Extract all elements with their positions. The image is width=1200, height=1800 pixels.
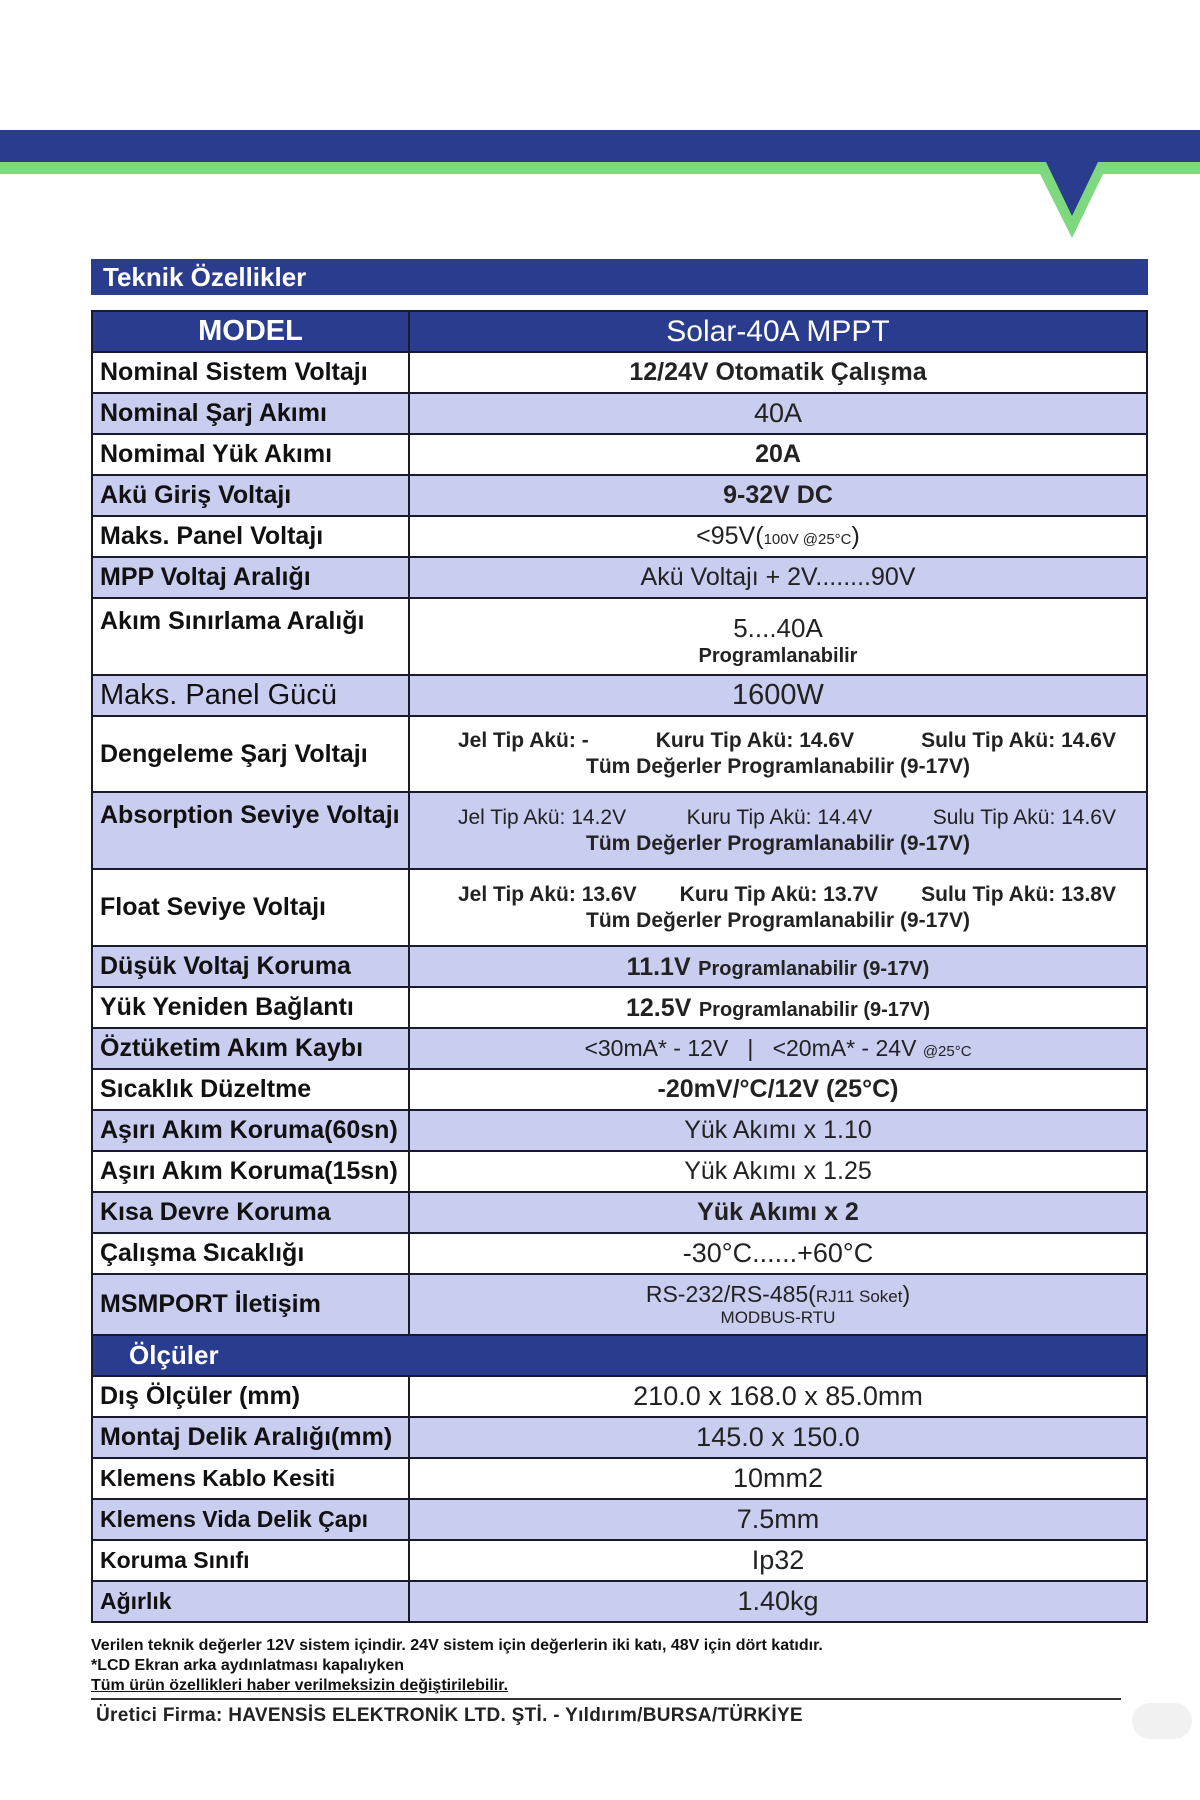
value-main: <95V( <box>696 522 764 550</box>
row-label: Kısa Devre Koruma <box>92 1192 409 1233</box>
row-label: Absorption Seviye Voltajı <box>92 792 409 869</box>
row-value: Ip32 <box>409 1540 1147 1581</box>
value-main: 12.5V <box>625 994 692 1022</box>
table-row <box>92 675 1147 716</box>
row-value: 40A <box>409 393 1147 434</box>
row-label: Aşırı Akım Koruma(60sn) <box>92 1110 409 1151</box>
table-row <box>92 1335 1147 1376</box>
row-label: MPP Voltaj Aralığı <box>92 557 409 598</box>
row-value <box>409 716 1147 792</box>
table-row <box>92 792 1147 869</box>
table-row <box>92 869 1147 946</box>
value-main: <30mA* - 12V | <20mA* - 24V <box>584 1035 917 1061</box>
footnotes <box>91 1636 1121 1696</box>
programmable-note: Tüm Değerler Programlanabilir (9-17V) <box>586 755 970 778</box>
row-value: Yük Akımı x 1.25 <box>409 1151 1147 1192</box>
value-note: RJ11 Soket <box>815 1287 903 1306</box>
battery-type-values <box>410 806 1146 830</box>
page-indicator <box>1132 1703 1192 1739</box>
header-banner <box>0 0 1200 260</box>
section-title-technical: Teknik Özellikler <box>91 259 1148 295</box>
table-row <box>92 475 1147 516</box>
table-row <box>92 598 1147 675</box>
row-value <box>409 1274 1147 1335</box>
table-row <box>92 1581 1147 1622</box>
table-row <box>92 1110 1147 1151</box>
table-row <box>92 1540 1147 1581</box>
row-value: 1600W <box>409 675 1147 716</box>
value-sub: MODBUS-RTU <box>720 1308 836 1327</box>
row-label: Yük Yeniden Bağlantı <box>92 987 409 1028</box>
row-value: 12/24V Otomatik Çalışma <box>409 352 1147 393</box>
row-label: Dış Ölçüler (mm) <box>92 1376 409 1417</box>
dry-value: Kuru Tip Akü: 13.7V <box>679 882 879 906</box>
programmable-note: Tüm Değerler Programlanabilir (9-17V) <box>586 908 970 932</box>
footnote-lcd: *LCD Ekran arka aydınlatması kapalıyken <box>91 1657 405 1674</box>
manufacturer-text: Üretici Firma: HAVENSİS ELEKTRONİK LTD. ŞTİ. - Yıldırım/BURSA/TÜRKİYE <box>96 1705 803 1726</box>
table-row <box>92 987 1147 1028</box>
table-row <box>92 393 1147 434</box>
table-row <box>92 1376 1147 1417</box>
table-row <box>92 1233 1147 1274</box>
row-value: -30°C......+60°C <box>409 1233 1147 1274</box>
value-sub: Programlanabilir <box>698 645 858 667</box>
table-row <box>92 311 1147 352</box>
row-value: 210.0 x 168.0 x 85.0mm <box>409 1376 1147 1417</box>
row-value <box>409 792 1147 869</box>
model-value: Solar-40A MPPT <box>409 311 1147 352</box>
row-label: Float Seviye Voltajı <box>92 869 409 946</box>
table-row <box>92 1417 1147 1458</box>
value-main: 5....40A <box>733 613 823 643</box>
table-row <box>92 516 1147 557</box>
table-row <box>92 1069 1147 1110</box>
value-note: Programlanabilir (9-17V) <box>698 958 930 980</box>
row-label: Aşırı Akım Koruma(15sn) <box>92 1151 409 1192</box>
table-row <box>92 434 1147 475</box>
programmable-note: Tüm Değerler Programlanabilir (9-17V) <box>586 831 970 855</box>
spec-table <box>91 310 1148 1623</box>
row-value <box>409 869 1147 946</box>
row-value <box>409 598 1147 675</box>
row-label: Öztüketim Akım Kaybı <box>92 1028 409 1069</box>
table-row <box>92 1192 1147 1233</box>
value-main: 11.1V <box>626 953 691 981</box>
value-note: Programlanabilir (9-17V) <box>698 999 931 1021</box>
row-value: 20A <box>409 434 1147 475</box>
row-label: Klemens Kablo Kesiti <box>92 1458 409 1499</box>
row-label: Ağırlık <box>92 1581 409 1622</box>
value-note: 100V @25°C <box>763 531 852 548</box>
footnote-disclaimer: Tüm ürün özellikleri haber verilmeksizin değiştirilebilir. <box>91 1677 509 1694</box>
row-label: Koruma Sınıfı <box>92 1540 409 1581</box>
table-row <box>92 352 1147 393</box>
battery-type-values <box>410 883 1146 907</box>
gel-value: Jel Tip Akü: 13.6V <box>458 882 637 906</box>
value-close: ) <box>851 522 860 550</box>
row-value: 1.40kg <box>409 1581 1147 1622</box>
wet-value: Sulu Tip Akü: 14.6V <box>932 805 1116 829</box>
dry-value: Kuru Tip Akü: 14.6V <box>655 729 855 752</box>
row-label: Dengeleme Şarj Voltajı <box>92 716 409 792</box>
row-value <box>409 987 1147 1028</box>
row-label: Akü Giriş Voltajı <box>92 475 409 516</box>
row-value <box>409 516 1147 557</box>
row-label: Düşük Voltaj Koruma <box>92 946 409 987</box>
row-label: Akım Sınırlama Aralığı <box>92 598 409 675</box>
row-label: Klemens Vida Delik Çapı <box>92 1499 409 1540</box>
battery-type-values <box>410 729 1146 753</box>
table-row <box>92 1274 1147 1335</box>
row-value: 145.0 x 150.0 <box>409 1417 1147 1458</box>
row-label: Nominal Şarj Akımı <box>92 393 409 434</box>
row-value: -20mV/°C/12V (25°C) <box>409 1069 1147 1110</box>
table-row <box>92 946 1147 987</box>
value-close: ) <box>902 1281 911 1307</box>
row-value: Yük Akımı x 1.10 <box>409 1110 1147 1151</box>
section-title-dimensions: Ölçüler <box>92 1335 1147 1376</box>
table-row <box>92 557 1147 598</box>
row-label: Çalışma Sıcaklığı <box>92 1233 409 1274</box>
table-row <box>92 1151 1147 1192</box>
model-label: MODEL <box>92 311 409 352</box>
value-main: RS-232/RS-485( <box>645 1281 816 1307</box>
row-value: 7.5mm <box>409 1499 1147 1540</box>
table-row <box>92 1458 1147 1499</box>
wet-value: Sulu Tip Akü: 13.8V <box>921 882 1116 906</box>
row-label: Maks. Panel Voltajı <box>92 516 409 557</box>
row-value <box>409 946 1147 987</box>
dry-value: Kuru Tip Akü: 14.4V <box>686 805 873 829</box>
row-value: Yük Akımı x 2 <box>409 1192 1147 1233</box>
row-value <box>409 1028 1147 1069</box>
footnote-system: Verilen teknik değerler 12V sistem içindir. 24V sistem için değerlerin iki katı, 48V için dört katıdır. <box>91 1637 823 1654</box>
row-label: MSMPORT İletişim <box>92 1274 409 1335</box>
row-label: Maks. Panel Gücü <box>92 675 409 716</box>
row-label: Montaj Delik Aralığı(mm) <box>92 1417 409 1458</box>
row-value: 10mm2 <box>409 1458 1147 1499</box>
row-label: Nominal Sistem Voltajı <box>92 352 409 393</box>
table-row <box>92 1499 1147 1540</box>
row-value: Akü Voltajı + 2V........90V <box>409 557 1147 598</box>
row-value: 9-32V DC <box>409 475 1147 516</box>
banner-green-stripe <box>0 162 1200 238</box>
value-note: @25°C <box>922 1043 972 1060</box>
gel-value: Jel Tip Akü: - <box>458 729 589 752</box>
table-row <box>92 716 1147 792</box>
table-row <box>92 1028 1147 1069</box>
wet-value: Sulu Tip Akü: 14.6V <box>921 729 1116 752</box>
gel-value: Jel Tip Akü: 14.2V <box>458 805 627 829</box>
row-label: Nomimal Yük Akımı <box>92 434 409 475</box>
row-label: Sıcaklık Düzeltme <box>92 1069 409 1110</box>
footer-divider <box>91 1698 1121 1700</box>
